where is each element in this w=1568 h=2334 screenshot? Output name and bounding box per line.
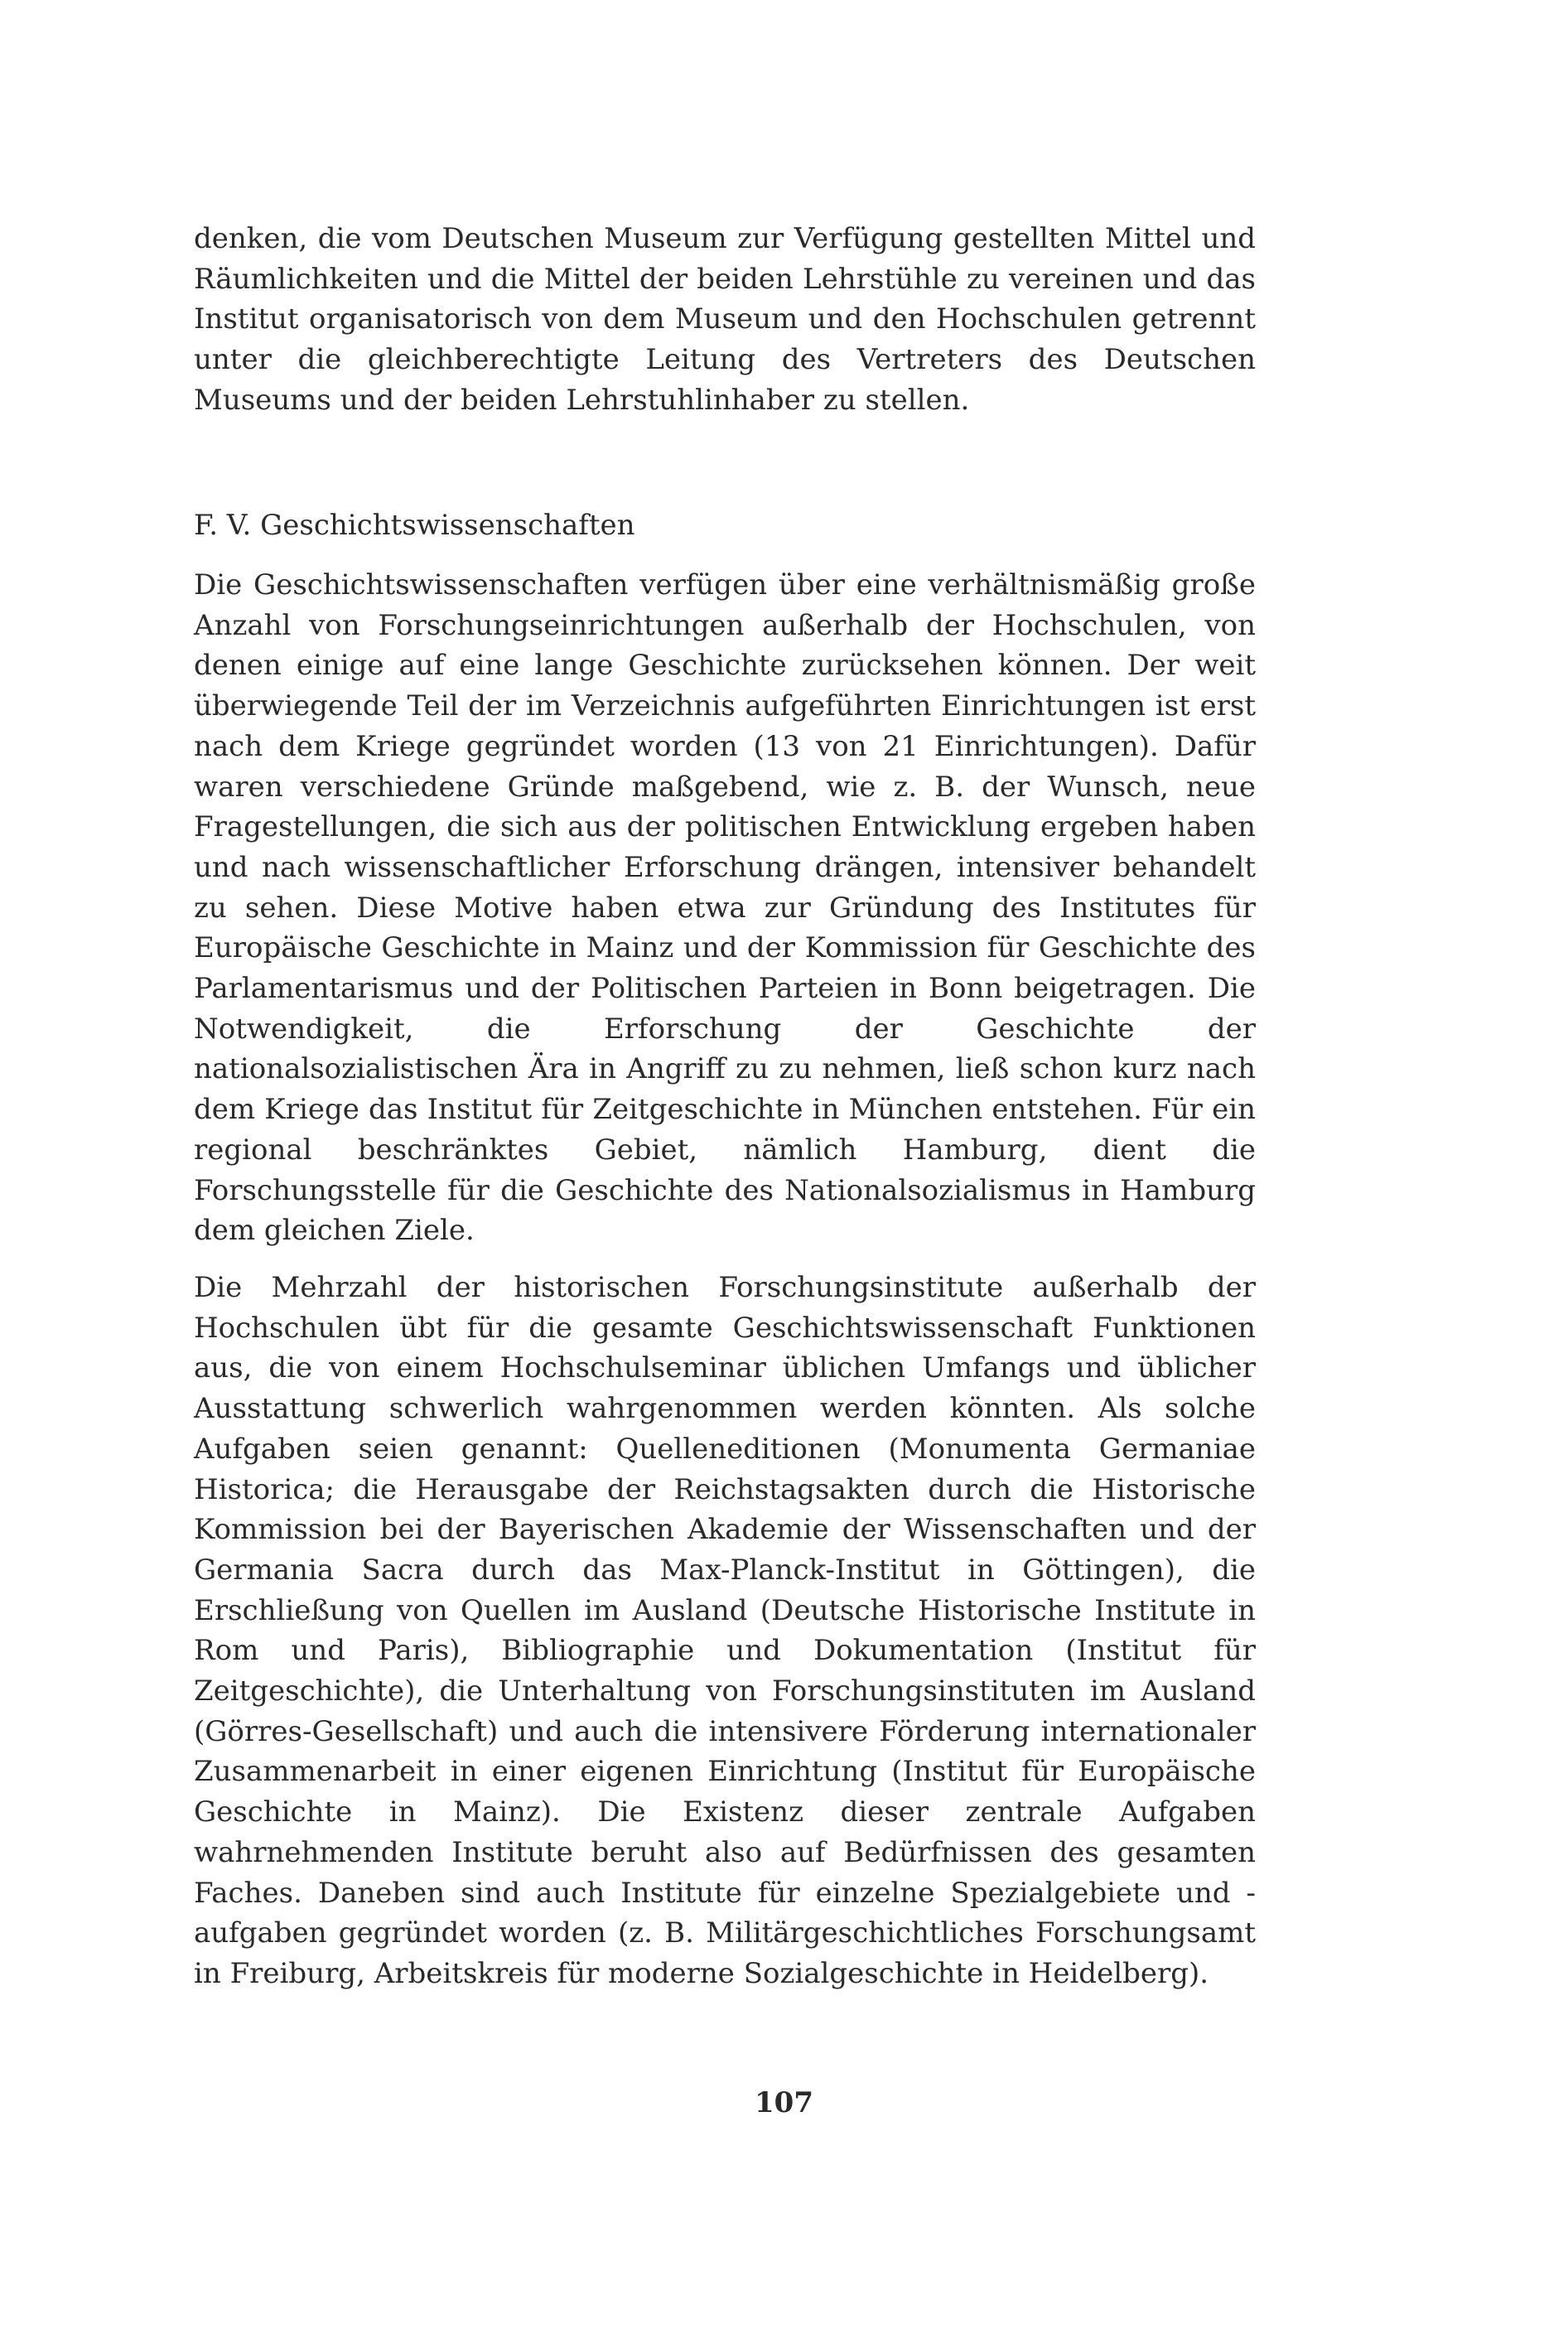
paragraph-text: Die Mehrzahl der historischen Forschungsinstitute außerhalb der Hochschulen übt für die gesamte Geschichtswissenschaft Funktionen aus, die von einem Hochschulseminar üblichen Umfangs und üblicher Ausstattung schwerlich wahrgenommen werden könnten. Als solche Aufgaben seien genannt: Quelleneditionen (Monumenta Germaniae Historica; die Herausgabe der Reichstagsakten durch die Historische Kommission bei der Bayerischen Akademie der Wissenschaften und der Germania Sacra durch das Max-Planck-Institut in Göttingen), die Erschließung von Quellen im Ausland (Deutsche Historische Institute in Rom und Paris), Bibliographie und Dokumentation (Institut für Zeitgeschichte), die Unterhaltung von Forschungsinstituten im Ausland (Görres-Gesellschaft) und auch die intensivere Förderung internationaler Zusammenarbeit in einer eigenen Einrichtung (Institut für Europäische Geschichte in Mainz). Die Existenz dieser zentrale Aufgaben wahrnehmenden Institute beruht also auf Bedürfnissen des gesamten Faches. Daneben sind auch Institute für einzelne Spezialgebiete und -aufgaben gegründet worden (z. B. Militärgeschichtliches Forschungsamt in Freiburg, Arbeitskreis für moderne Sozialgeschichte in Heidelberg). xyxy=(194,1271,1256,1990)
page-number: 107 xyxy=(755,2086,813,2119)
paragraph-text: denken, die vom Deutschen Museum zur Verfügung gestellten Mittel und Räumlichkeiten und die Mittel der beiden Lehrstühle zu vereinen und das Institut organisatorisch von dem Museum und den Hochschulen getrennt unter die gleichberechtigte Leitung des Vertreters des Deutschen Museums und der beiden Lehrstuhlinhaber zu stellen. xyxy=(194,222,1256,417)
paragraph-history-institutes xyxy=(194,565,1256,1251)
section-heading: F. V. Geschichtswissenschaften xyxy=(194,509,635,542)
paragraph-continuation xyxy=(194,219,1256,421)
paragraph-text: Die Geschichtswissenschaften verfügen über eine verhältnismäßig große Anzahl von Forschungseinrichtungen außerhalb der Hochschulen, von denen einige auf eine lange Geschichte zurücksehen können. Der weit überwiegende Teil der im Verzeichnis aufgeführten Einrichtungen ist erst nach dem Kriege gegründet worden (13 von 21 Einrichtungen). Dafür waren verschiedene Gründe maßgebend, wie z. B. der Wunsch, neue Fragestellungen, die sich aus der politischen Entwicklung ergeben haben und nach wissenschaftlicher Erforschung drängen, intensiver behandelt zu sehen. Diese Motive haben etwa zur Gründung des Institutes für Europäische Geschichte in Mainz und der Kommission für Geschichte des Parlamentarismus und der Politischen Parteien in Bonn beigetragen. Die Notwendigkeit, die Erforschung der Geschichte der nationalsozialistischen Ära in Angriff zu zu nehmen, ließ schon kurz nach dem Kriege das Institut für Zeitgeschichte in München entstehen. Für ein regional beschränktes Gebiet, nämlich Hamburg, dient die Forschungsstelle für die Geschichte des Nationalsozialismus in Hamburg dem gleichen Ziele. xyxy=(194,568,1256,1248)
paragraph-institute-functions xyxy=(194,1268,1256,1994)
